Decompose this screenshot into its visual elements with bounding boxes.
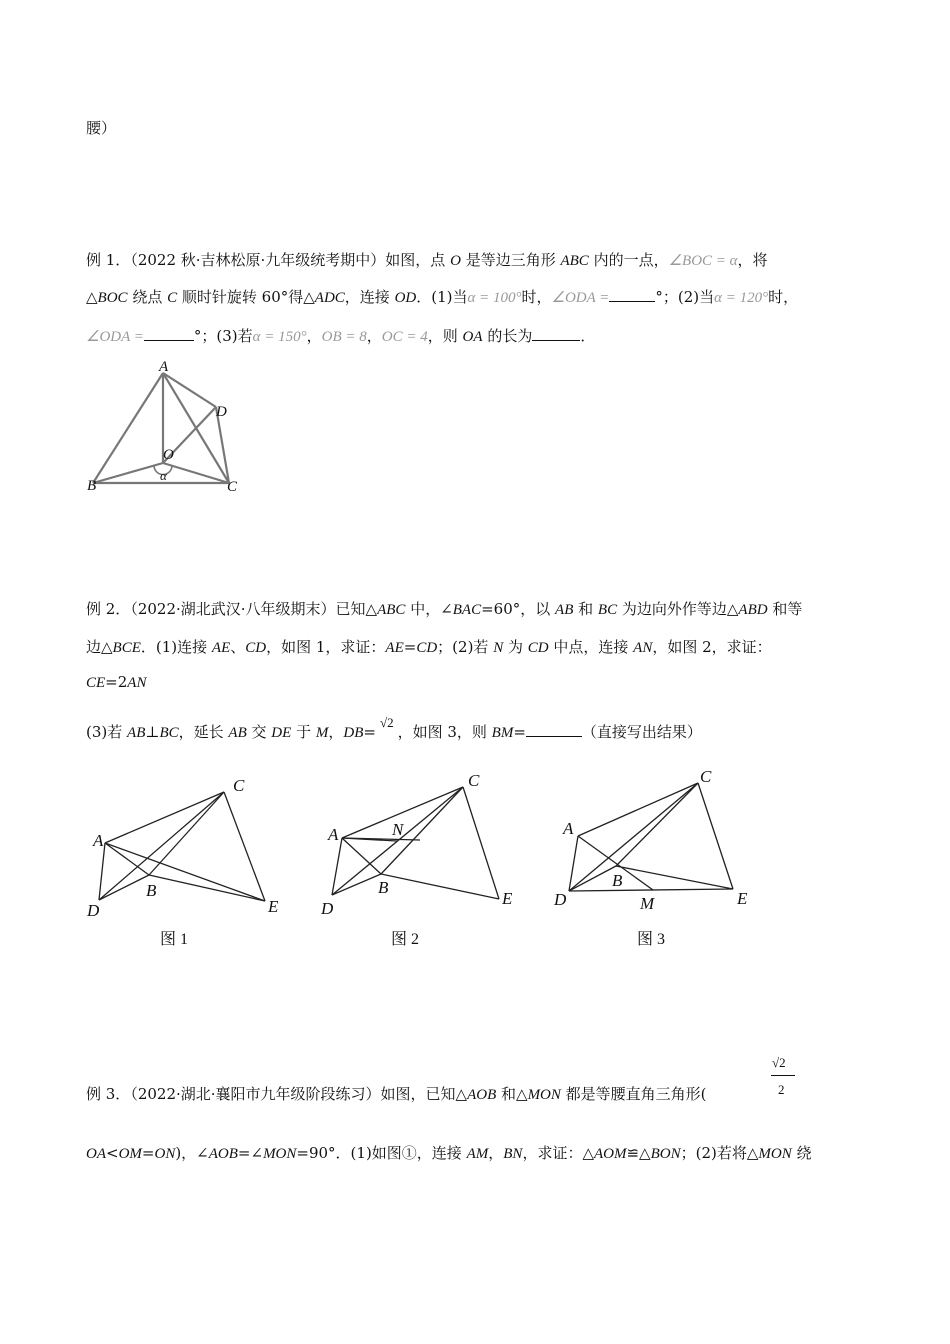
ex1-var: OA [462, 329, 483, 345]
ex2-var: AN [633, 640, 653, 656]
label-C: C [227, 479, 238, 495]
ex3-text: 如图，已知△ [380, 1085, 468, 1103]
label-M: M [640, 894, 655, 913]
answer-blank[interactable] [144, 326, 194, 341]
label-A: A [328, 825, 339, 844]
ex3-var: ON [154, 1146, 176, 1162]
ex2-text: =2 [105, 673, 128, 691]
ex3-var: OM [118, 1146, 142, 1162]
caption-fig-3: 图 3 [637, 931, 666, 948]
ex2-figure-3 [548, 762, 768, 922]
ex1-source: （2022 秋·吉林松原·九年级统考期中） [130, 251, 386, 269]
label-D: D [321, 899, 334, 918]
ex1-text: ，连接 [344, 288, 395, 306]
ex3-var: AOB [467, 1087, 497, 1103]
ex3-text: 绕 [791, 1144, 812, 1162]
ex2-text: ，如图 2，求证： [652, 638, 772, 656]
label-B: B [612, 871, 623, 890]
ex3-line-1 [86, 1084, 707, 1105]
ex3-text: )，∠ [175, 1144, 209, 1162]
ex3-text: 和△ [496, 1085, 528, 1103]
ex2-var: DE [271, 725, 292, 741]
ex2-text: 边△ [86, 638, 113, 656]
ex1-label: 例 1． [86, 251, 131, 269]
segment-DC [99, 792, 224, 900]
ex2-text: ，如图 1，求证： [266, 638, 386, 656]
ex1-var: C [167, 290, 178, 306]
ex2-line-3 [86, 672, 146, 693]
ex2-text: = [403, 638, 417, 656]
answer-blank[interactable] [532, 326, 580, 341]
ex1-text: 是等边三角形 [460, 251, 561, 269]
ex3-var: AM [466, 1146, 489, 1162]
ex1-text: 内的一点， [588, 251, 669, 269]
label-E: E [268, 897, 279, 916]
ex2-var: DB [343, 725, 364, 741]
ex2-text: 为边向外作等边△ [617, 600, 739, 618]
segment-AC [578, 783, 698, 836]
fraction-bar [771, 1075, 795, 1076]
ex2-text: 于 [291, 723, 316, 741]
ex3-text: 都是等腰直角三角形( [560, 1085, 707, 1103]
ex2-text: ， [328, 723, 344, 741]
ex2-text: = [363, 723, 376, 741]
ex1-var: ABC [560, 253, 589, 269]
ex2-text: 为 [503, 638, 528, 656]
ex3-text: ；(2)若将△ [680, 1144, 759, 1162]
label-D: D [554, 890, 567, 909]
ex3-var: OA [86, 1146, 106, 1162]
label-O: O [163, 447, 174, 463]
ex1-text: 时， [521, 288, 552, 306]
label-E: E [502, 889, 513, 908]
ex1-figure [82, 355, 262, 495]
ex3-var: MON [263, 1146, 297, 1162]
ex1-formula: ∠ODA = [86, 329, 144, 345]
ex1-formula: α = 120° [714, 290, 769, 306]
ex2-var: ABD [738, 602, 768, 618]
label-B: B [146, 881, 157, 900]
ex1-text: △ [86, 288, 98, 306]
ex2-text: 和等 [767, 600, 803, 618]
ex2-var: AB [228, 725, 247, 741]
ex1-text: °；(2)当 [655, 288, 715, 306]
ex2-var: BAC [452, 602, 482, 618]
label-C: C [700, 767, 712, 786]
ex2-var: M [315, 725, 329, 741]
ex1-text: ，将 [737, 251, 768, 269]
ex2-text: 交 [246, 723, 272, 741]
segment-CE [224, 792, 265, 901]
ex1-text: ，则 [427, 327, 463, 345]
label-B: B [87, 478, 97, 494]
segment-AB [105, 843, 149, 875]
ex1-line-1 [86, 250, 768, 271]
ex2-text: (3)若 [86, 723, 128, 741]
ex3-label: 例 3． [86, 1085, 131, 1103]
ex1-text: °；(3)若 [193, 327, 253, 345]
ex2-source: （2022·湖北武汉·八年级期末） [130, 600, 336, 618]
ex2-var: AE [385, 640, 404, 656]
ex2-text: ⊥ [145, 723, 160, 741]
ex1-text: 顺时针旋转 60°得△ [177, 288, 315, 306]
ex3-text: =90°．(1)如图①，连接 [296, 1144, 467, 1162]
ex1-text: 时， [768, 288, 799, 306]
ex1-formula: OB = 8 [321, 329, 367, 345]
ex3-var: MON [527, 1087, 561, 1103]
label-A: A [563, 819, 574, 838]
label-D: D [216, 404, 227, 420]
segment-BC [616, 783, 698, 866]
answer-blank[interactable] [609, 287, 655, 302]
ex1-text: ． [580, 327, 596, 345]
label-N: N [392, 820, 404, 839]
ex1-text: ， [366, 327, 382, 345]
ex3-text: ，求证：△ [522, 1144, 594, 1162]
ex2-label: 例 2． [86, 600, 131, 618]
ex2-var: AN [127, 675, 147, 691]
fraction-denominator: 2 [778, 1082, 785, 1097]
ex3-var: AOM [593, 1146, 627, 1162]
ex2-var: CD [245, 640, 267, 656]
ex2-var: BC [597, 602, 618, 618]
ex3-line-2 [86, 1143, 812, 1164]
segment-AD [99, 843, 105, 900]
ex3-var: AOB [208, 1146, 238, 1162]
ex2-line-2 [86, 637, 772, 658]
ex1-text: ．(1)当 [416, 288, 468, 306]
ex1-formula: ∠BOC = α [668, 253, 738, 269]
ex2-line-4 [86, 715, 702, 743]
ex2-var: N [493, 640, 504, 656]
ex2-figure-2 [318, 768, 528, 918]
segment-CE [698, 783, 733, 889]
ex2-var: AB [127, 725, 146, 741]
ex2-var: BCE [112, 640, 141, 656]
label-A: A [93, 831, 104, 850]
ex2-var: CD [527, 640, 549, 656]
ex2-figure-1 [84, 770, 294, 920]
segment-AD [332, 838, 342, 895]
ex1-text: 的长为 [482, 327, 533, 345]
segment-DC [569, 783, 698, 891]
ex2-text: 已知△ [335, 600, 378, 618]
label-C: C [233, 776, 245, 795]
sqrt-two: √2 [379, 715, 394, 730]
ex3-var: BON [650, 1146, 681, 1162]
segment-CE [463, 787, 499, 899]
ex2-text: ．(1)连接 [140, 638, 212, 656]
segment-DB [569, 866, 616, 891]
label-D: D [87, 901, 100, 920]
segment-BE [381, 874, 499, 899]
ex2-text: （直接写出结果） [581, 723, 702, 741]
ex2-var: AB [555, 602, 574, 618]
segment-AB [342, 838, 381, 874]
ex2-text: 、 [230, 638, 246, 656]
ex3-text: ， [488, 1144, 504, 1162]
segment-AE [105, 843, 265, 901]
segment-BE [149, 875, 265, 901]
caption-fig-1: 图 1 [160, 931, 189, 948]
ex2-line-1 [86, 599, 802, 620]
ex1-var: OD [394, 290, 417, 306]
ex2-text: = [513, 723, 526, 741]
segment-DC [332, 787, 463, 895]
label-C: C [468, 771, 480, 790]
ex1-text: 绕点 [127, 288, 168, 306]
ex1-text: 如图，点 [385, 251, 451, 269]
ex2-var: BC [159, 725, 179, 741]
ex1-line-3 [86, 326, 595, 347]
ex2-var: AE [211, 640, 231, 656]
label-alpha: α [160, 468, 167, 483]
label-B: B [378, 878, 389, 897]
segment-DB [332, 874, 381, 895]
ex1-line-2 [86, 287, 798, 308]
ex1-text: ， [306, 327, 322, 345]
ex3-text: =∠ [237, 1144, 264, 1162]
ex3-text: < [106, 1144, 119, 1162]
segment-AD [569, 836, 578, 891]
ex1-formula: α = 150° [252, 329, 307, 345]
ex3-var: MON [758, 1146, 792, 1162]
ex2-var: ABC [377, 602, 406, 618]
label-A: A [159, 359, 169, 375]
answer-blank[interactable] [526, 722, 582, 737]
ex1-var: O [450, 253, 461, 269]
ex1-formula: ∠ODA = [551, 290, 610, 306]
segment-AD [163, 373, 216, 407]
ex2-text: 中，∠ [405, 600, 453, 618]
ex2-var: CD [416, 640, 438, 656]
ex2-text: =60°，以 [481, 600, 556, 618]
fraction-numerator: √2 [772, 1055, 786, 1070]
ex3-source: （2022·湖北·襄阳市九年级阶段练习） [130, 1085, 381, 1103]
ex3-text: = [141, 1144, 155, 1162]
ex2-text: ；(2)若 [437, 638, 494, 656]
segment-BE [616, 866, 733, 889]
ex1-formula: OC = 4 [381, 329, 428, 345]
ex3-text: ≌△ [626, 1144, 651, 1162]
ex2-text: ，如图 3，则 [397, 723, 492, 741]
ex1-var: ADC [314, 290, 345, 306]
ex3-var: BN [503, 1146, 523, 1162]
ex2-text: 和 [573, 600, 598, 618]
ex2-text: ，延长 [178, 723, 229, 741]
ex2-text: 中点，连接 [548, 638, 634, 656]
segment-AC [105, 792, 224, 843]
continued-text: 腰） [86, 119, 117, 137]
ex2-var: BM [491, 725, 514, 741]
ex1-var: BOC [97, 290, 128, 306]
ex2-var: CE [86, 675, 106, 691]
ex1-formula: α = 100° [467, 290, 522, 306]
caption-fig-2: 图 2 [391, 931, 420, 948]
label-E: E [737, 889, 748, 908]
